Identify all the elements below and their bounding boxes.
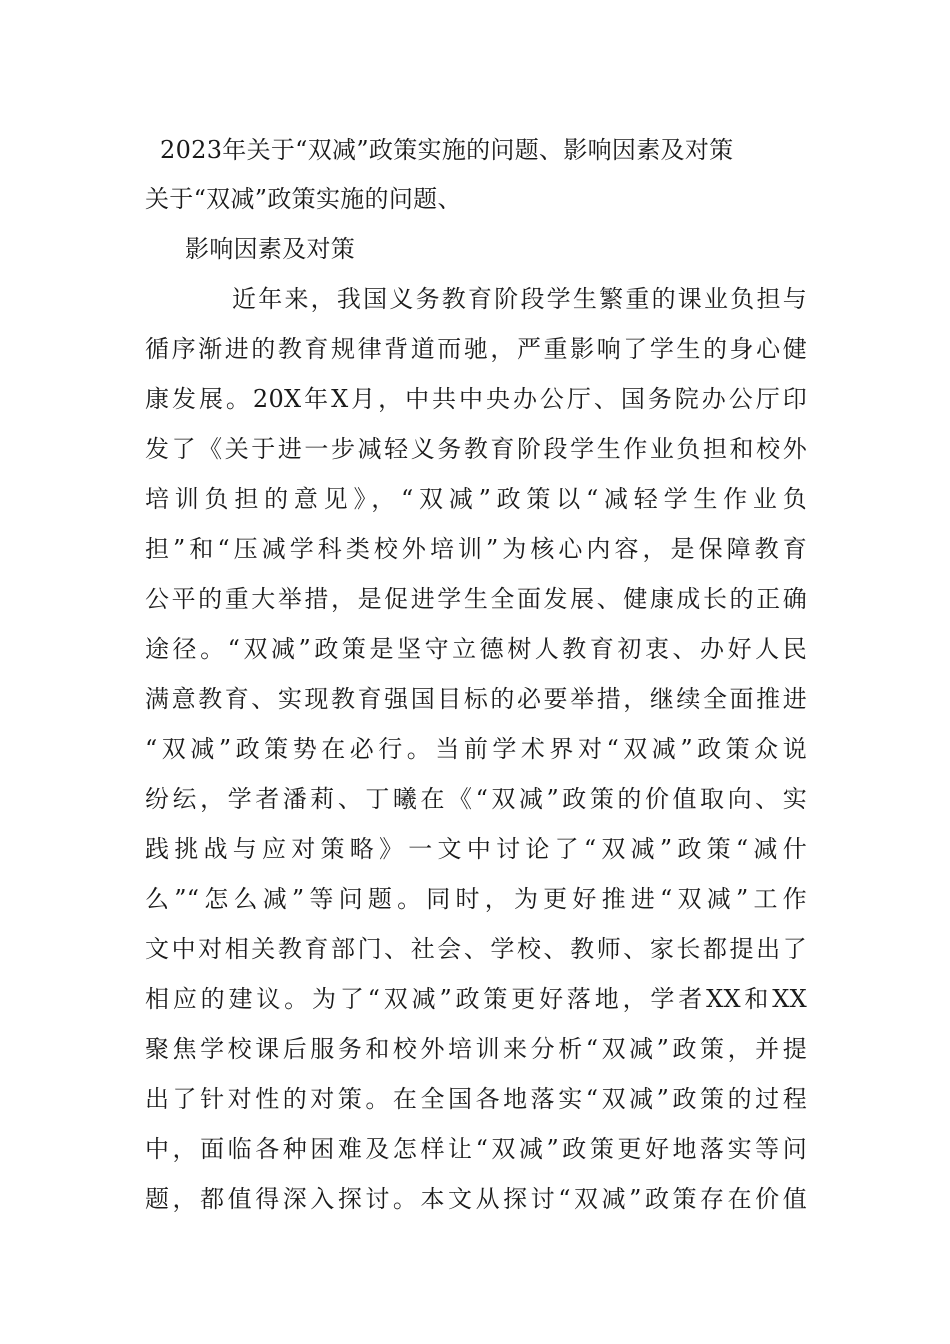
body-line: 满意教育、实现教育强国目标的必要举措，继续全面推进	[145, 685, 807, 713]
body-line: 循序渐进的教育规律背道而驰，严重影响了学生的身心健	[145, 335, 807, 363]
body-line: 题，都值得深入探讨。本文从探讨“双减”政策存在价值	[145, 1185, 807, 1213]
body-line: 相应的建议。为了“双减”政策更好落地，学者XX和XX	[145, 985, 807, 1013]
body-line: 文中对相关教育部门、社会、学校、教师、家长都提出了	[145, 935, 807, 963]
document-subtitle-line-1: 关于“双减”政策实施的问题、	[145, 185, 462, 213]
body-line: 么”“怎么减”等问题。同时，为更好推进“双减”工作	[145, 885, 807, 913]
body-line: 康发展。20X年X月，中共中央办公厅、国务院办公厅印	[145, 385, 807, 413]
body-line: “双减”政策势在必行。当前学术界对“双减”政策众说	[145, 735, 807, 763]
body-line: 发了《关于进一步减轻义务教育阶段学生作业负担和校外	[145, 435, 807, 463]
body-line: 近年来，我国义务教育阶段学生繁重的课业负担与	[232, 285, 807, 313]
document-subtitle-line-2: 影响因素及对策	[185, 235, 356, 263]
body-line: 践挑战与应对策略》一文中讨论了“双减”政策“减什	[145, 835, 807, 863]
body-line: 培训负担的意见》，“双减”政策以“减轻学生作业负	[145, 485, 807, 513]
document-title: 2023年关于“双减”政策实施的问题、影响因素及对策	[160, 136, 734, 164]
body-line: 途径。“双减”政策是坚守立德树人教育初衷、办好人民	[145, 635, 807, 663]
body-line: 出了针对性的对策。在全国各地落实“双减”政策的过程	[145, 1085, 807, 1113]
body-line: 纷纭，学者潘莉、丁曦在《“双减”政策的价值取向、实	[145, 785, 807, 813]
body-line: 聚焦学校课后服务和校外培训来分析“双减”政策，并提	[145, 1035, 807, 1063]
body-line: 中，面临各种困难及怎样让“双减”政策更好地落实等问	[145, 1135, 807, 1163]
body-line: 担”和“压减学科类校外培训”为核心内容，是保障教育	[145, 535, 807, 563]
body-line: 公平的重大举措，是促进学生全面发展、健康成长的正确	[145, 585, 807, 613]
